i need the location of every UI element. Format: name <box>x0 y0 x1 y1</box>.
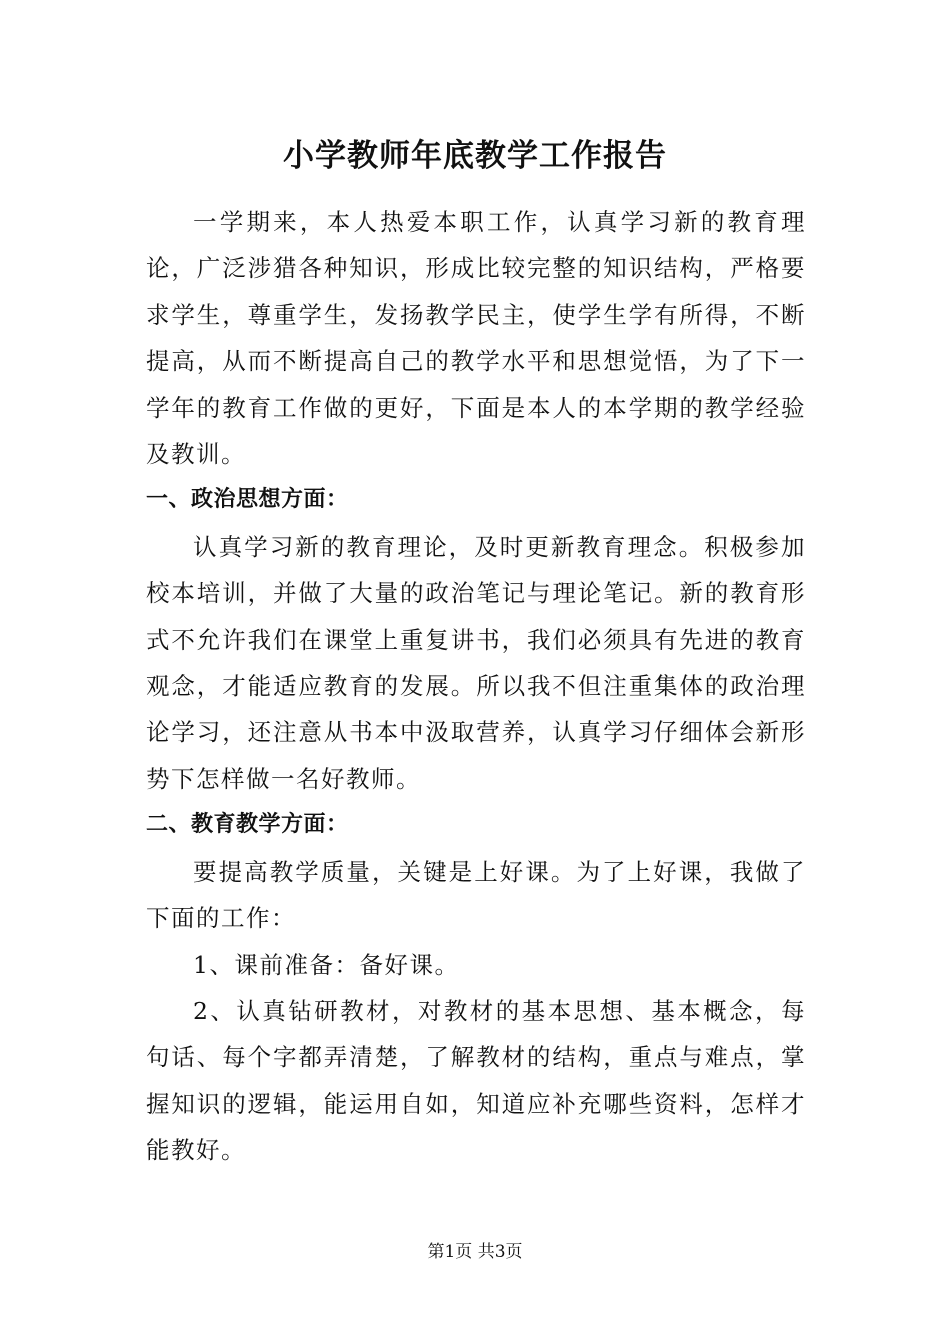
list-item: 1、课前准备：备好课。 <box>193 950 460 979</box>
document-body <box>146 199 806 1174</box>
section-heading-teaching: 二、教育教学方面： <box>146 812 349 838</box>
page-footer: 第1页 共3页 <box>427 1242 523 1262</box>
list-item: 2、认真钻研教材，对教材的基本思想、基本概念，每句话、每个字都弄清楚，了解教材的结构，重点与难点，掌握知识的逻辑，能运用自如，知道应补充哪些资料，怎样才能教好。 <box>146 996 806 1165</box>
page-title: 小学教师年底教学工作报告 <box>283 138 667 174</box>
section-heading-politics: 一、政治思想方面： <box>146 487 349 513</box>
politics-paragraph: 认真学习新的教育理论，及时更新教育理念。积极参加校本培训，并做了大量的政治笔记与理论笔记。新的教育形式不允许我们在课堂上重复讲书，我们必须具有先进的教育观念，才能适应教育的发展。所以我不但注重集体的政治理论学习，还注意从书本中汲取营养，认真学习仔细体会新形势下怎样做一名好教师。 <box>146 532 806 793</box>
intro-paragraph: 一学期来，本人热爱本职工作，认真学习新的教育理论，广泛涉猎各种知识，形成比较完整的知识结构，严格要求学生，尊重学生，发扬教学民主，使学生学有所得，不断提高，从而不断提高自己的教学水平和思想觉悟，为了下一学年的教育工作做的更好，下面是本人的本学期的教学经验及教训。 <box>146 208 806 469</box>
teaching-paragraph: 要提高教学质量，关键是上好课。为了上好课，我做了下面的工作： <box>146 857 806 933</box>
